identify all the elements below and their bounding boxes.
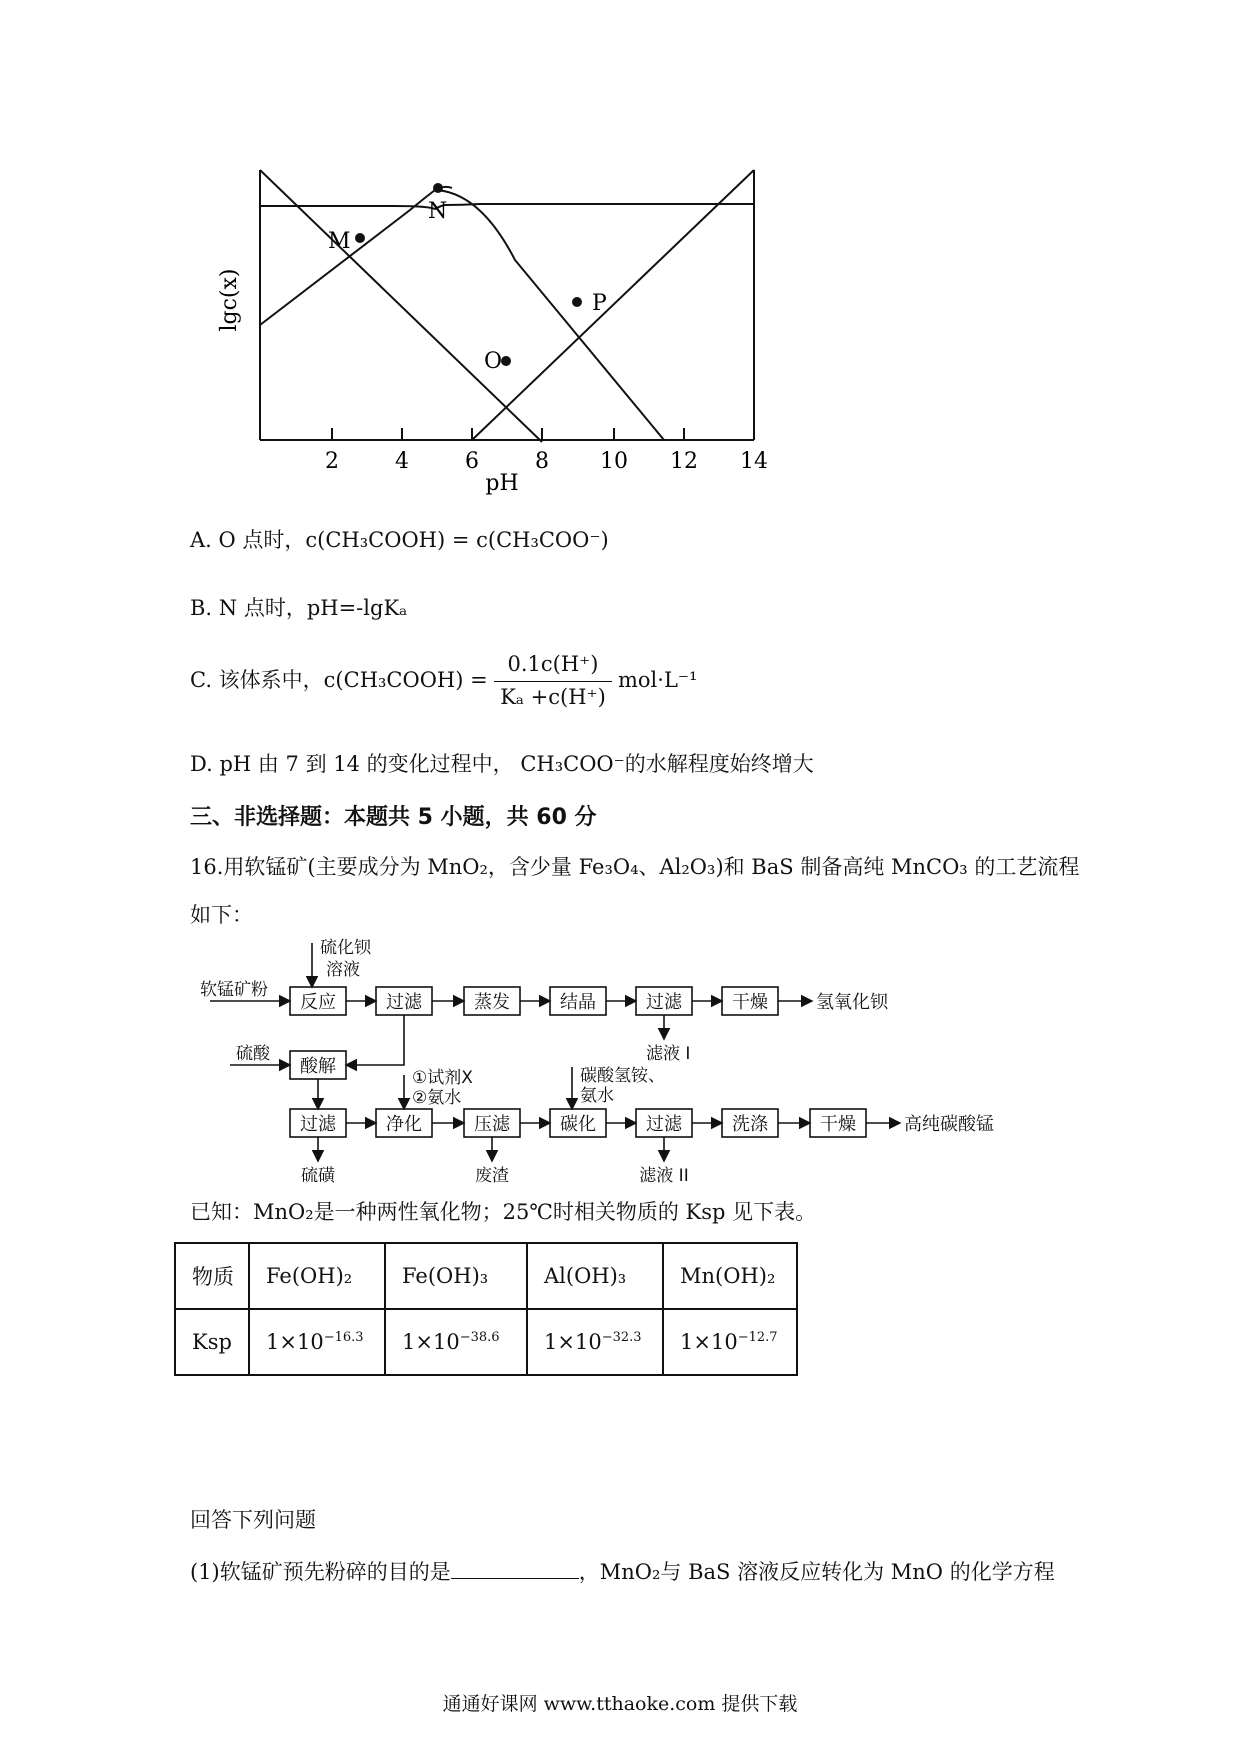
flow-wash: 洗涤 bbox=[732, 1114, 768, 1135]
flow-crystallize: 结晶 bbox=[560, 992, 596, 1013]
ksp-base: 1×10 bbox=[266, 1330, 324, 1354]
label-m: M bbox=[328, 229, 351, 254]
flow-waste: 废渣 bbox=[475, 1166, 509, 1185]
point-n bbox=[433, 183, 443, 193]
x-axis-label: pH bbox=[485, 471, 519, 496]
table-header-feoh3: Fe(OH)₃ bbox=[385, 1243, 527, 1309]
flow-filter-3: 过滤 bbox=[300, 1114, 336, 1135]
flow-purify: 净化 bbox=[386, 1114, 422, 1135]
table-cell-ksp bbox=[249, 1309, 385, 1375]
ksp-base: 1×10 bbox=[402, 1330, 460, 1354]
tick-10: 10 bbox=[600, 449, 628, 474]
table-header-feoh2: Fe(OH)₂ bbox=[249, 1243, 385, 1309]
known-info: 已知：MnO₂是一种两性氧化物；25℃时相关物质的 Ksp 见下表。 bbox=[190, 1200, 817, 1224]
answer-blank[interactable] bbox=[451, 1558, 579, 1579]
flow-sulfur: 硫磺 bbox=[301, 1166, 335, 1185]
flow-dry-2: 干燥 bbox=[820, 1114, 856, 1135]
option-c-prefix: C. 该体系中，c(CH₃COOH) = bbox=[190, 668, 488, 692]
question-1 bbox=[190, 1558, 1055, 1585]
flow-press-filter: 压滤 bbox=[474, 1114, 510, 1135]
option-a: A. O 点时，c(CH₃COOH) = c(CH₃COO⁻) bbox=[190, 528, 609, 552]
flow-carbon-2: 氨水 bbox=[580, 1086, 614, 1106]
process-flowchart bbox=[200, 935, 1000, 1185]
flow-filtrate-2: 滤液 II bbox=[639, 1166, 689, 1185]
table-header-aloh3: Al(OH)₃ bbox=[527, 1243, 663, 1309]
flow-carbon-1: 碳酸氢铵、 bbox=[580, 1066, 665, 1086]
section-title: 三、非选择题：本题共 5 小题，共 60 分 bbox=[190, 805, 597, 830]
tick-2: 2 bbox=[325, 449, 339, 474]
option-d: D. pH 由 7 到 14 的变化过程中， CH₃COO⁻的水解程度始终增大 bbox=[190, 752, 814, 776]
tick-14: 14 bbox=[740, 449, 768, 474]
option-c-fraction bbox=[494, 652, 612, 710]
flow-input-ore: 软锰矿粉 bbox=[200, 980, 268, 1000]
flow-output-barium-hydroxide: 氢氧化钡 bbox=[816, 992, 888, 1013]
flow-filter-4: 过滤 bbox=[646, 1114, 682, 1135]
tick-8: 8 bbox=[535, 449, 549, 474]
tick-12: 12 bbox=[670, 449, 698, 474]
h-ion-line bbox=[260, 170, 542, 442]
table-cell-ksp bbox=[527, 1309, 663, 1375]
flow-reagent-2: ②氨水 bbox=[412, 1088, 462, 1108]
ksp-exponent: −16.3 bbox=[323, 1330, 364, 1345]
label-o: O bbox=[484, 349, 503, 374]
tick-6: 6 bbox=[465, 449, 479, 474]
table-row bbox=[175, 1243, 797, 1309]
point-m bbox=[355, 233, 365, 243]
tick-4: 4 bbox=[395, 449, 409, 474]
ksp-base: 1×10 bbox=[544, 1330, 602, 1354]
flow-input-bas-1: 硫化钡 bbox=[320, 938, 371, 958]
ksp-exponent: −12.7 bbox=[737, 1330, 778, 1345]
lgc-ph-graph bbox=[190, 150, 790, 510]
flow-filter-1: 过滤 bbox=[386, 992, 422, 1013]
total-concentration-line bbox=[260, 204, 754, 209]
flow-acid: 硫酸 bbox=[236, 1044, 270, 1064]
table-ksp-label: Ksp bbox=[175, 1309, 249, 1375]
flow-carbonize: 碳化 bbox=[560, 1114, 596, 1135]
table-row bbox=[175, 1309, 797, 1375]
flow-filter-2: 过滤 bbox=[646, 992, 682, 1013]
flow-evaporate: 蒸发 bbox=[474, 992, 510, 1013]
label-n: N bbox=[428, 199, 448, 224]
ksp-base: 1×10 bbox=[680, 1330, 738, 1354]
point-o bbox=[501, 356, 511, 366]
oh-ion-line bbox=[472, 170, 754, 440]
flow-output-mnco3: 高纯碳酸锰 bbox=[904, 1114, 994, 1135]
flow-filtrate-1: 滤液 I bbox=[646, 1044, 691, 1064]
label-p: P bbox=[592, 291, 607, 316]
flow-reaction: 反应 bbox=[300, 992, 336, 1013]
ksp-exponent: −32.3 bbox=[601, 1330, 642, 1345]
question16-line2: 如下： bbox=[190, 903, 253, 927]
question-1-part-b: ，MnO₂与 BaS 溶液反应转化为 MnO 的化学方程 bbox=[578, 1560, 1055, 1584]
table-cell-ksp bbox=[385, 1309, 527, 1375]
y-axis-label: lgc(x) bbox=[217, 268, 242, 332]
question16-line1: 16.用软锰矿(主要成分为 MnO₂，含少量 Fe₃O₄、Al₂O₃)和 BaS 制备高纯 MnCO₃ 的工艺流程 bbox=[190, 855, 1080, 879]
option-c-denominator: Kₐ +c(H⁺) bbox=[500, 685, 606, 710]
flow-acid-dissolve: 酸解 bbox=[300, 1056, 336, 1077]
table-header-substance: 物质 bbox=[175, 1243, 249, 1309]
ksp-table bbox=[174, 1242, 798, 1376]
option-c bbox=[190, 668, 488, 693]
footer: 通通好课网 www.tthaoke.com 提供下载 bbox=[442, 1693, 798, 1715]
acetic-acid-curve bbox=[435, 190, 664, 440]
option-c-numerator: 0.1c(H⁺) bbox=[507, 652, 599, 676]
flow-reagent-1: ①试剂X bbox=[412, 1068, 473, 1088]
flow-input-bas-2: 溶液 bbox=[326, 960, 360, 980]
question-1-part-a: (1)软锰矿预先粉碎的目的是 bbox=[190, 1560, 451, 1584]
answer-intro: 回答下列问题 bbox=[190, 1508, 316, 1532]
ksp-exponent: −38.6 bbox=[459, 1330, 500, 1345]
option-b: B. N 点时，pH=-lgKₐ bbox=[190, 596, 408, 620]
table-cell-ksp bbox=[663, 1309, 797, 1375]
point-p bbox=[572, 297, 582, 307]
table-header-mnoh2: Mn(OH)₂ bbox=[663, 1243, 797, 1309]
flow-dry-1: 干燥 bbox=[732, 992, 768, 1013]
option-c-unit: mol·L⁻¹ bbox=[618, 668, 698, 692]
